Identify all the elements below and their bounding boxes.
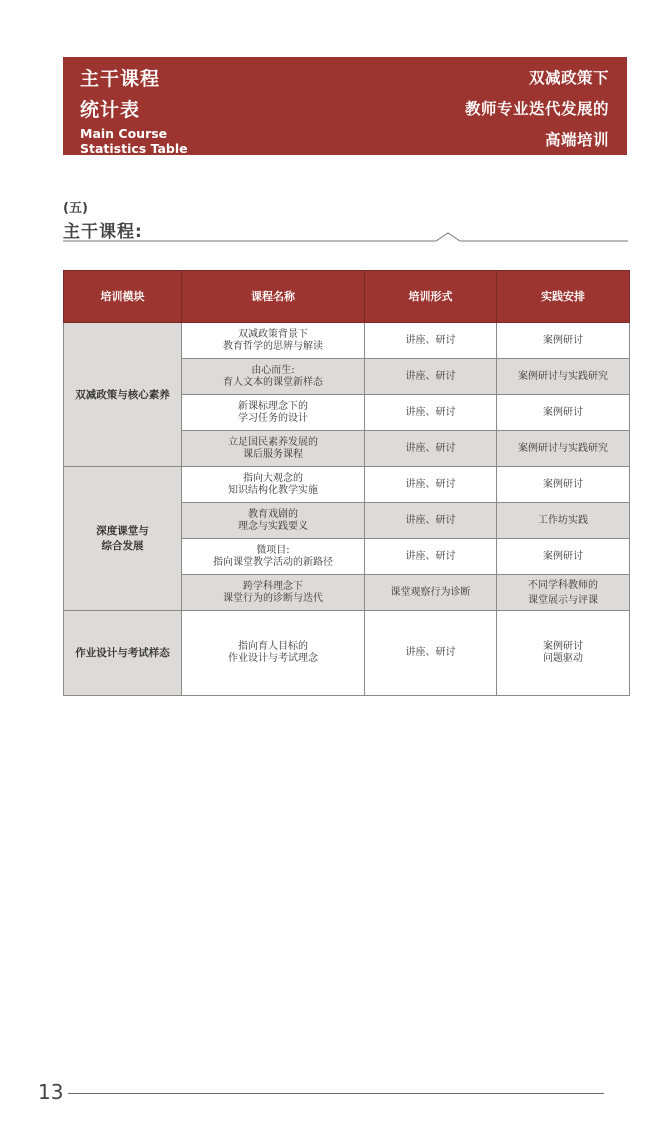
table-row [64, 323, 630, 359]
module-name: 作业设计与考试样态 [75, 647, 170, 659]
course-cell [182, 323, 365, 359]
header-banner [63, 57, 627, 155]
practice-line1: 不同学科教师的 [528, 579, 598, 591]
banner-right-line2: 教师专业迭代发展的 [464, 100, 609, 118]
form-cell: 讲座、研讨 [365, 503, 497, 539]
course-line2: 作业设计与考试理念 [228, 653, 318, 664]
module-cell [64, 611, 182, 696]
banner-right-line3: 高端培训 [544, 131, 609, 149]
practice-cell: 案例研讨 [497, 323, 630, 359]
course-line1: 由心而生: [251, 364, 295, 376]
banner-en-line2: Statistics Table [80, 141, 188, 156]
practice-line1: 案例研讨 [543, 641, 583, 652]
header-course: 课程名称 [182, 271, 365, 323]
course-line2: 学习任务的设计 [238, 412, 308, 424]
form-cell: 讲座、研讨 [365, 467, 497, 503]
practice-line2: 问题驱动 [543, 653, 583, 664]
course-table [63, 270, 630, 696]
practice-cell: 工作坊实践 [497, 503, 630, 539]
course-line1: 新课标理念下的 [238, 400, 308, 412]
table-row [64, 467, 630, 503]
banner-en-line1: Main Course [80, 126, 168, 141]
course-line1: 立足国民素养发展的 [228, 436, 318, 448]
module-name: 双减政策与核心素养 [75, 388, 170, 401]
header-module: 培训模块 [64, 271, 182, 323]
course-line1: 教育戏剧的 [248, 508, 298, 520]
form-cell: 讲座、研讨 [365, 611, 497, 696]
section-number: (五) [63, 201, 88, 216]
banner-title-line2: 统计表 [80, 99, 141, 121]
practice-cell: 案例研讨 [497, 467, 630, 503]
course-line2: 育人文本的课堂新样态 [223, 376, 323, 388]
section-divider [63, 232, 628, 244]
module-name-line2: 综合发展 [101, 539, 144, 552]
header-practice: 实践安排 [497, 271, 630, 323]
course-line1: 指向大观念的 [243, 472, 303, 484]
course-cell [182, 395, 365, 431]
form-cell: 讲座、研讨 [365, 359, 497, 395]
form-cell: 讲座、研讨 [365, 539, 497, 575]
practice-cell [497, 575, 630, 611]
page-number: 13 [38, 1080, 64, 1104]
course-cell [182, 611, 365, 696]
course-line1: 跨学科理念下 [243, 580, 303, 592]
practice-cell: 案例研讨 [497, 539, 630, 575]
section-title: 主干课程: [63, 222, 143, 242]
course-cell [182, 467, 365, 503]
practice-cell [497, 611, 630, 696]
form-cell: 讲座、研讨 [365, 431, 497, 467]
course-line1: 微项目: [256, 544, 290, 556]
module-name-line1: 深度课堂与 [96, 524, 149, 537]
practice-line2: 课堂展示与评课 [528, 594, 598, 606]
table-row [64, 611, 630, 696]
banner-right-line1: 双减政策下 [528, 69, 609, 87]
course-line1: 双减政策背景下 [238, 328, 308, 340]
course-line2: 教育哲学的思辨与解读 [223, 340, 323, 352]
header-form: 培训形式 [365, 271, 497, 323]
form-cell: 讲座、研讨 [365, 395, 497, 431]
course-line2: 课后服务课程 [243, 448, 303, 460]
course-cell [182, 575, 365, 611]
course-cell [182, 539, 365, 575]
course-line2: 理念与实践要义 [238, 520, 308, 532]
course-line2: 指向课堂教学活动的新路径 [213, 556, 333, 568]
course-line2: 课堂行为的诊断与迭代 [223, 592, 323, 604]
practice-cell: 案例研讨与实践研究 [497, 359, 630, 395]
module-cell [64, 467, 182, 611]
course-cell [182, 431, 365, 467]
form-cell: 讲座、研讨 [365, 323, 497, 359]
banner-left [80, 64, 188, 156]
banner-right [465, 63, 609, 156]
form-cell: 课堂观察行为诊断 [365, 575, 497, 611]
table-header-row [64, 271, 630, 323]
practice-cell: 案例研讨与实践研究 [497, 431, 630, 467]
module-cell [64, 323, 182, 467]
footer-divider [68, 1093, 604, 1094]
course-cell [182, 359, 365, 395]
banner-title-line1: 主干课程 [80, 68, 161, 90]
course-line2: 知识结构化教学实施 [228, 484, 318, 496]
course-line1: 指向育人目标的 [238, 641, 308, 652]
course-cell [182, 503, 365, 539]
practice-cell: 案例研讨 [497, 395, 630, 431]
